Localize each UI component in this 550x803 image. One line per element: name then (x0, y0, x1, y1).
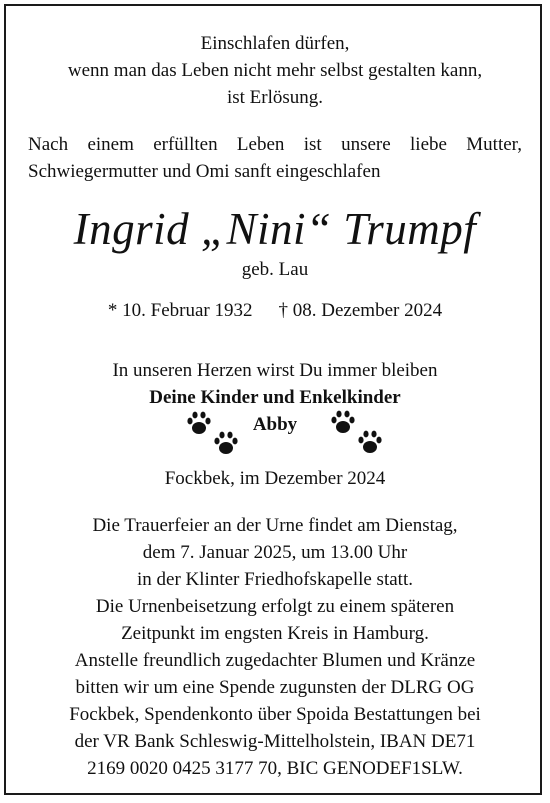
quote-line: Einschlafen dürfen, (200, 33, 350, 54)
details-line: Anstelle freundlich zugedachter Blumen und Kränze (74, 650, 476, 671)
funeral-details (0, 512, 550, 782)
life-dates (0, 298, 550, 324)
details-line: Fockbek, Spendenkonto über Spoida Bestattungen bei (69, 704, 481, 725)
paw-prints-icon (327, 409, 387, 459)
deceased-name: Ingrid „Nini“ Trumpf (73, 204, 477, 254)
details-line: bitten wir um eine Spende zugunsten der DLRG OG (75, 677, 475, 698)
intro-line: Nach einem erfüllten Leben ist unsere liebe Mutter, (28, 134, 522, 155)
opening-quote (0, 30, 550, 111)
family-line: Deine Kinder und Enkelkinder (149, 387, 401, 408)
pet-row (0, 410, 550, 460)
death-date: † 08. Dezember 2024 (278, 300, 443, 321)
details-line: Die Urnenbeisetzung erfolgt zu einem späteren (95, 596, 455, 617)
details-line: 2169 0020 0425 3177 70, BIC GENODEF1SLW. (87, 758, 463, 779)
birth-date: * 10. Februar 1932 (107, 300, 253, 321)
mourners-block (0, 357, 550, 411)
pet-name: Abby (252, 414, 298, 435)
details-line: der VR Bank Schleswig-Mittelholstein, IBAN DE71 (74, 731, 476, 752)
place-date: Fockbek, im Dezember 2024 (164, 468, 386, 489)
details-line: Zeitpunkt im engsten Kreis in Hamburg. (121, 623, 429, 644)
remembrance-line: In unseren Herzen wirst Du immer bleiben (112, 360, 438, 381)
details-line: Die Trauerfeier an der Urne findet am Dienstag, (92, 515, 458, 536)
birth-name: geb. Lau (241, 259, 309, 280)
quote-line: ist Erlösung. (226, 87, 324, 108)
quote-line: wenn man das Leben nicht mehr selbst gestalten kann, (67, 60, 483, 81)
details-line: in der Klinter Friedhofskapelle statt. (137, 569, 413, 590)
intro-line: Schwiegermutter und Omi sanft eingeschlafen (28, 161, 381, 182)
details-line: dem 7. Januar 2025, um 13.00 Uhr (142, 542, 408, 563)
intro-text (0, 131, 550, 185)
